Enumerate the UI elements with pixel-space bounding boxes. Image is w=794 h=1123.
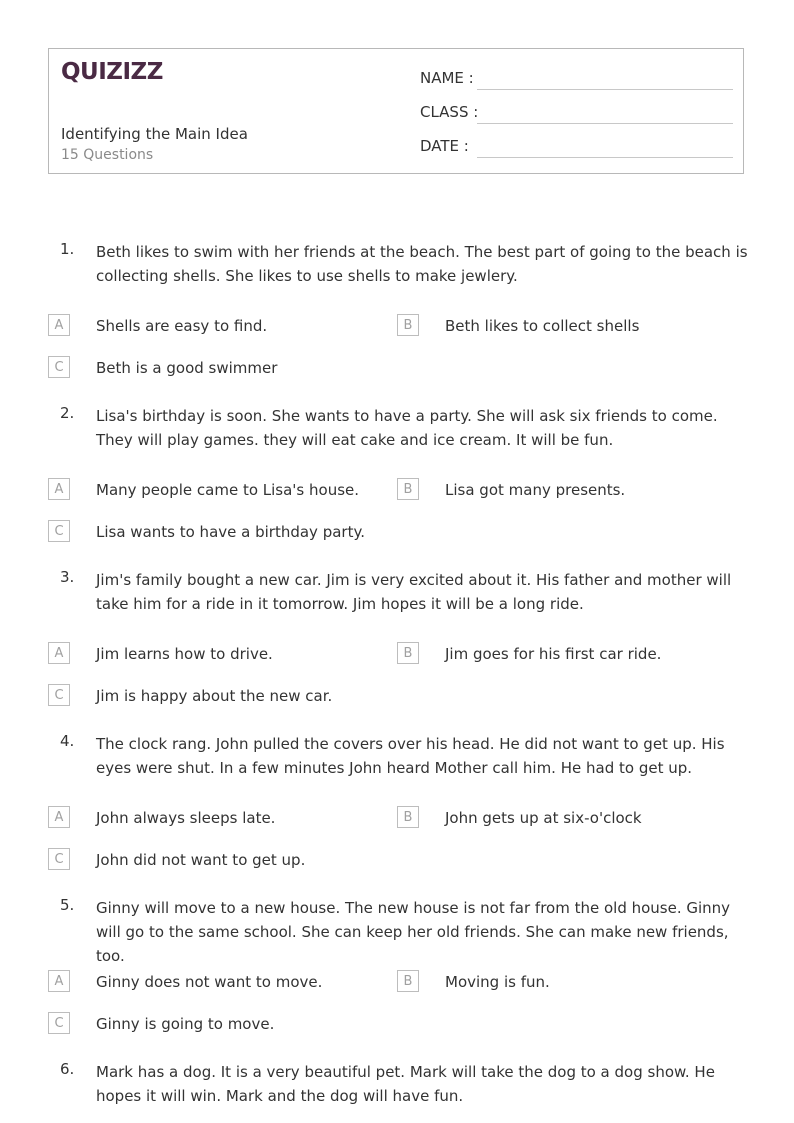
question-number: 1. — [60, 240, 75, 258]
question-number: 4. — [60, 732, 75, 750]
class-label: CLASS : — [420, 103, 479, 121]
option-text: Jim learns how to drive. — [96, 645, 273, 663]
option-letter-box: B — [397, 478, 419, 500]
question-number: 2. — [60, 404, 75, 422]
option-letter-box: C — [48, 356, 70, 378]
option-letter-box: C — [48, 520, 70, 542]
option-letter-box: C — [48, 684, 70, 706]
option-text: John did not want to get up. — [96, 851, 306, 869]
date-line — [477, 157, 733, 158]
quizizz-logo: QUIZIZZ — [61, 59, 163, 85]
option-letter-box: B — [397, 806, 419, 828]
option-text: John always sleeps late. — [96, 809, 276, 827]
question-text: Beth likes to swim with her friends at the beach. The best part of going to the beach is collecting shells. She likes to use shells to make jewlery. — [96, 243, 748, 285]
option-letter-box: B — [397, 642, 419, 664]
option-text: Beth is a good swimmer — [96, 359, 278, 377]
option-text: Beth likes to collect shells — [445, 317, 640, 335]
option-letter-box: A — [48, 314, 70, 336]
option-text: Ginny is going to move. — [96, 1015, 275, 1033]
option-text: John gets up at six-o'clock — [445, 809, 642, 827]
option-text: Shells are easy to find. — [96, 317, 268, 335]
question-text: Lisa's birthday is soon. She wants to have a party. She will ask six friends to come. They will play games. they will eat cake and ice cream. It will be fun. — [96, 407, 718, 449]
option-letter-box: B — [397, 970, 419, 992]
option-text: Lisa wants to have a birthday party. — [96, 523, 365, 541]
question-number: 3. — [60, 568, 75, 586]
question-text: Ginny will move to a new house. The new house is not far from the old house. Ginny will go to the same school. She can keep her old friends. She can make new friends, too. — [96, 899, 731, 965]
name-label: NAME : — [420, 69, 474, 87]
option-letter-box: C — [48, 1012, 70, 1034]
option-letter-box: A — [48, 478, 70, 500]
name-line — [477, 89, 733, 90]
question-text: The clock rang. John pulled the covers over his head. He did not want to get up. His eyes were shut. In a few minutes John heard Mother call him. He had to get up. — [96, 735, 725, 777]
question-count: 15 Questions — [61, 147, 154, 163]
question-number: 5. — [60, 896, 75, 914]
worksheet-header — [48, 48, 744, 174]
option-letter-box: A — [48, 806, 70, 828]
question-number: 6. — [60, 1060, 75, 1078]
worksheet-title: Identifying the Main Idea — [61, 125, 248, 143]
class-line — [477, 123, 733, 124]
option-text: Lisa got many presents. — [445, 481, 626, 499]
question-text: Mark has a dog. It is a very beautiful pet. Mark will take the dog to a dog show. He hopes it will win. Mark and the dog will have fun. — [96, 1063, 715, 1105]
option-text: Moving is fun. — [445, 973, 550, 991]
option-letter-box: A — [48, 970, 70, 992]
option-letter-box: C — [48, 848, 70, 870]
option-text: Jim goes for his first car ride. — [445, 645, 662, 663]
option-text: Many people came to Lisa's house. — [96, 481, 360, 499]
option-letter-box: B — [397, 314, 419, 336]
date-label: DATE : — [420, 137, 469, 155]
option-text: Jim is happy about the new car. — [96, 687, 333, 705]
option-letter-box: A — [48, 642, 70, 664]
question-text: Jim's family bought a new car. Jim is very excited about it. His father and mother will take him for a ride in it tomorrow. Jim hopes it will be a long ride. — [96, 571, 732, 613]
option-text: Ginny does not want to move. — [96, 973, 323, 991]
